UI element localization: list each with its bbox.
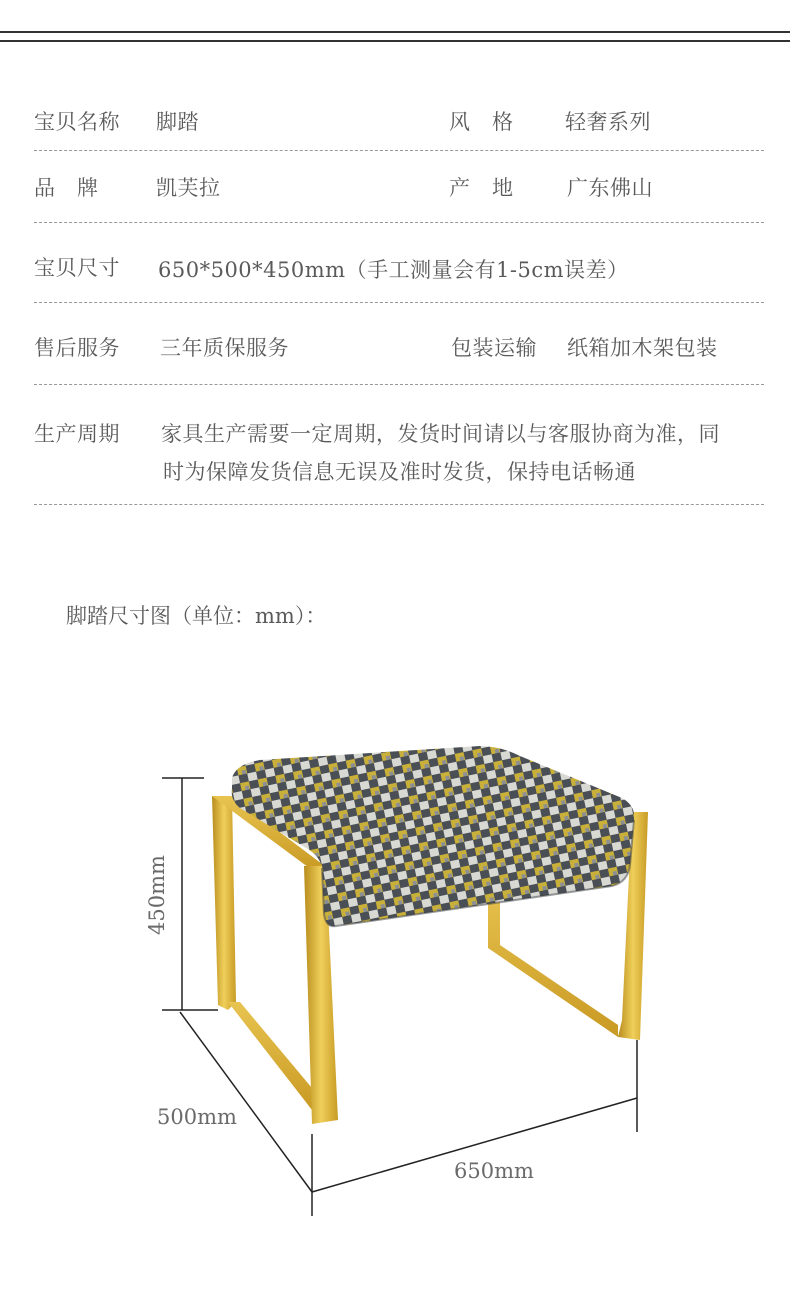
shipping-value: 纸箱加木架包装 — [567, 336, 718, 360]
divider — [34, 302, 764, 303]
service-label: 售后服务 — [34, 336, 120, 360]
top-rule — [0, 31, 790, 33]
divider — [34, 504, 764, 505]
cycle-line-2: 时为保障发货信息无误及准时发货，保持电话畅通 — [163, 460, 636, 484]
dimension-diagram-title: 脚踏尺寸图（单位：mm）： — [66, 604, 327, 628]
name-value: 脚踏 — [156, 110, 199, 134]
brand-label: 品 牌 — [34, 176, 99, 200]
height-label: 450mm — [145, 855, 169, 935]
origin-label: 产 地 — [449, 176, 514, 200]
size-label: 宝贝尺寸 — [34, 256, 120, 280]
cycle-line-1: 家具生产需要一定周期，发货时间请以与客服协商为准，同 — [161, 422, 720, 446]
origin-value: 广东佛山 — [567, 176, 653, 200]
footstool-dimension-diagram — [0, 640, 790, 1280]
fabric-cushion — [232, 746, 635, 926]
depth-dimension-line — [180, 1012, 312, 1192]
divider — [34, 222, 764, 223]
divider — [34, 150, 764, 151]
style-value: 轻奢系列 — [565, 110, 651, 134]
depth-label: 500mm — [157, 1105, 237, 1129]
top-rule-double — [0, 40, 790, 42]
size-value: 650*500*450mm（手工测量会有1-5cm误差） — [158, 258, 629, 282]
cycle-label: 生产周期 — [34, 422, 120, 446]
brand-value: 凯芙拉 — [156, 176, 221, 200]
width-label: 650mm — [454, 1159, 534, 1183]
height-dimension-line — [162, 778, 218, 1010]
divider — [34, 384, 764, 385]
style-label: 风 格 — [449, 110, 514, 134]
shipping-label: 包装运输 — [451, 336, 537, 360]
name-label: 宝贝名称 — [34, 110, 120, 134]
service-value: 三年质保服务 — [160, 336, 289, 360]
width-dimension-line — [312, 1040, 637, 1216]
